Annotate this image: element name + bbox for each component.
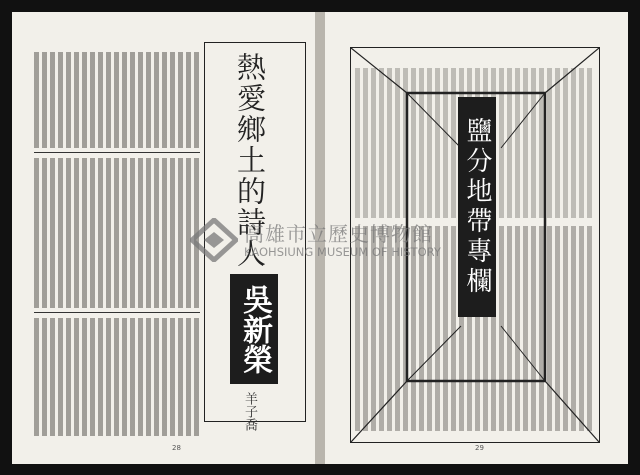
watermark-name-cn: 高雄市立歷史博物館 (244, 222, 433, 246)
poet-name-block: 吳新榮 (230, 274, 278, 384)
magazine-spread (12, 12, 628, 464)
article-text-block-top (34, 52, 200, 148)
page-number-right: 29 (475, 444, 484, 452)
watermark-name-en: KAOHSIUNG MUSEUM OF HISTORY (244, 245, 441, 259)
book-gutter (315, 12, 325, 464)
article-text-block-bottom (34, 318, 200, 436)
section-divider (34, 152, 200, 153)
article-text-block-middle (34, 158, 200, 308)
article-author: 羊子喬 (242, 392, 257, 431)
left-page (12, 12, 315, 464)
right-page (325, 12, 628, 464)
page-number-left: 28 (172, 444, 181, 452)
column-title-block: 鹽分地帶專欄 (458, 97, 496, 317)
article-title: 熱愛鄉土的詩人 (233, 52, 267, 269)
section-divider (34, 312, 200, 313)
